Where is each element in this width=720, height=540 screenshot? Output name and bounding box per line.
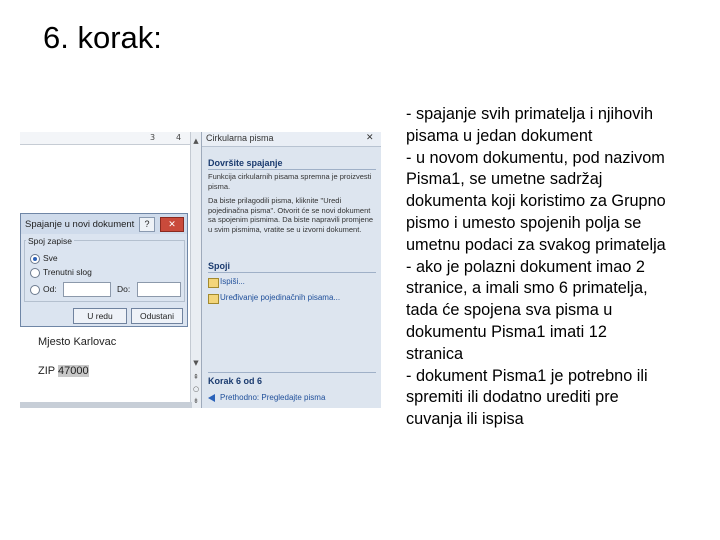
cancel-button[interactable]: Odustani xyxy=(131,308,183,324)
task-pane-title: Cirkularna pisma xyxy=(206,133,274,143)
next-page-icon[interactable]: ⇟ xyxy=(193,397,199,405)
vertical-scrollbar[interactable] xyxy=(190,132,201,408)
radio-all-label: Sve xyxy=(43,253,58,263)
bullet-line: dokumenta koji koristimo za Grupno xyxy=(406,192,666,211)
close-icon[interactable]: ✕ xyxy=(366,132,374,142)
edit-individual-letters-link[interactable]: Uređivanje pojedinačnih pisama... xyxy=(220,293,341,302)
bullet-line: cuvanja ili ispisa xyxy=(406,410,524,429)
merge-to-new-document-dialog xyxy=(20,213,188,327)
radio-current-record[interactable] xyxy=(30,268,40,278)
arrow-left-icon[interactable] xyxy=(208,394,215,402)
task-pane-header xyxy=(202,132,381,147)
document-line-city: Mjesto Karlovac xyxy=(38,336,117,348)
bullet-line: tada će spojena sva pisma u xyxy=(406,301,613,320)
dialog-title-bar xyxy=(21,214,187,234)
close-icon[interactable]: ✕ xyxy=(160,217,184,232)
bullet-line: spremiti ili dodatno urediti pre xyxy=(406,388,619,407)
zip-value: 47000 xyxy=(57,365,89,377)
radio-from-label: Od: xyxy=(43,284,57,294)
divider xyxy=(208,272,376,273)
bullet-text xyxy=(406,104,706,431)
scroll-up-icon[interactable]: ▲ xyxy=(193,137,199,145)
to-field[interactable] xyxy=(137,282,181,297)
bullet-line: umetnu podaci za svakog primatelja xyxy=(406,235,666,254)
bullet-line: dokumentu Pisma1 imati 12 xyxy=(406,322,607,341)
printer-icon xyxy=(208,278,219,288)
scroll-down-icon[interactable]: ▼ xyxy=(193,359,199,367)
ruler-label: 3 xyxy=(150,133,156,142)
merge-heading: Spoji xyxy=(208,261,230,271)
merge-ready-text: Funkcija cirkularnih pisama spremna je proizvesti pisma. xyxy=(208,172,372,191)
divider xyxy=(208,372,376,373)
edit-instructions-text: Da biste prilagodili pisma, kliknite "Uredi pojedinačna pisma". Otvorit će se novi dokument sa spojenim pismima. Da biste napravili promjene u svim pismima, vratite se u izvorni dokument. xyxy=(208,196,374,234)
ruler-label: 4 xyxy=(176,133,182,142)
bullet-line: Pisma1, se umetne sadržaj xyxy=(406,170,603,189)
bullet-line: pisama u jedan dokument xyxy=(406,126,593,145)
to-label: Do: xyxy=(117,284,131,294)
bullet-line: stranice, a imali smo 6 primatelja, xyxy=(406,279,648,298)
dialog-title: Spajanje u novi dokument xyxy=(25,219,135,230)
status-bar xyxy=(20,402,192,408)
horizontal-ruler xyxy=(20,132,200,145)
ok-button[interactable]: U redu xyxy=(73,308,127,324)
bullet-line: stranica xyxy=(406,344,464,363)
help-icon[interactable]: ? xyxy=(139,217,155,232)
zip-label: ZIP xyxy=(38,365,58,377)
browse-object-icon[interactable]: ○ xyxy=(192,385,200,393)
edit-letters-icon xyxy=(208,294,219,304)
bullet-line: - u novom dokumentu, pod nazivom xyxy=(406,148,665,167)
complete-merge-heading: Dovršite spajanje xyxy=(208,158,283,168)
bullet-line: - spajanje svih primatelja i njihovih xyxy=(406,105,654,123)
divider xyxy=(208,169,376,170)
from-field[interactable] xyxy=(63,282,111,297)
bullet-line: pismo i umesto spojenih polja se xyxy=(406,213,642,232)
bullet-line: - ako je polazni dokument imao 2 xyxy=(406,257,645,276)
previous-page-icon[interactable]: ⇞ xyxy=(193,373,199,381)
print-link[interactable]: Ispiši... xyxy=(220,277,245,286)
step-label: Korak 6 od 6 xyxy=(208,376,263,386)
slide-title: 6. korak: xyxy=(43,20,162,55)
radio-current-record-label: Trenutni slog xyxy=(43,267,92,277)
document-line-zip xyxy=(38,365,89,377)
radio-from[interactable] xyxy=(30,285,40,295)
mail-merge-task-pane xyxy=(201,132,381,408)
previous-step-link[interactable]: Prethodno: Pregledajte pisma xyxy=(220,393,326,402)
merge-records-label: Spoj zapise xyxy=(28,236,72,246)
bullet-line: - dokument Pisma1 je potrebno ili xyxy=(406,366,648,385)
radio-all[interactable] xyxy=(30,254,40,264)
